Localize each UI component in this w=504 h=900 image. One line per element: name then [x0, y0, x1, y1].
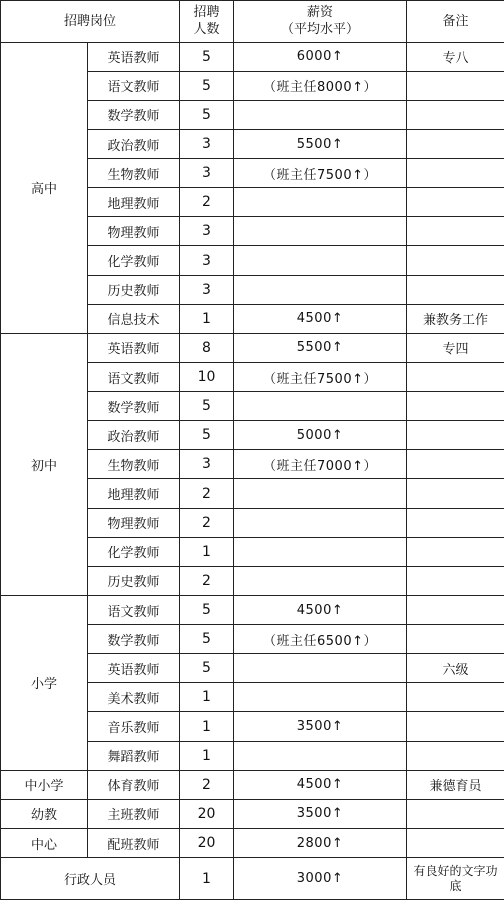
- salary-cell: [234, 217, 407, 246]
- position-cell: 生物教师: [88, 159, 180, 188]
- count-cell: 5: [180, 100, 234, 129]
- salary-cell: 5500↑: [234, 129, 407, 158]
- count-cell: 1: [180, 537, 234, 566]
- remark-cell: [407, 741, 504, 770]
- remark-cell: 专八: [407, 42, 504, 71]
- remark-cell: [407, 362, 504, 391]
- salary-cell: 3500↑: [234, 712, 407, 741]
- salary-cell: [234, 392, 407, 421]
- count-cell: 2: [180, 479, 234, 508]
- table-row: [1, 858, 504, 900]
- count-cell: 20: [180, 828, 234, 857]
- salary-cell: 3500↑: [234, 799, 407, 828]
- salary-cell: 5000↑: [234, 421, 407, 450]
- group-admin: 行政人员: [1, 858, 180, 900]
- remark-cell: [407, 159, 504, 188]
- count-cell: 3: [180, 450, 234, 479]
- position-cell: 舞蹈教师: [88, 741, 180, 770]
- header-salary-line2: （平均水平）: [281, 22, 360, 38]
- remark-cell: 专四: [407, 333, 504, 362]
- table-row: [1, 42, 504, 71]
- count-cell: 20: [180, 799, 234, 828]
- remark-cell: [407, 537, 504, 566]
- group-high-school: 高中: [1, 42, 88, 333]
- position-cell: 物理教师: [88, 217, 180, 246]
- count-cell: 1: [180, 683, 234, 712]
- table-row: [1, 595, 504, 624]
- salary-cell: [234, 683, 407, 712]
- count-cell: 3: [180, 217, 234, 246]
- remark-cell: [407, 129, 504, 158]
- salary-cell: 5500↑: [234, 333, 407, 362]
- remark-cell: [407, 595, 504, 624]
- position-cell: 历史教师: [88, 275, 180, 304]
- position-cell: 数学教师: [88, 625, 180, 654]
- remark-cell: [407, 625, 504, 654]
- table-row: [1, 770, 504, 799]
- position-cell: 数学教师: [88, 392, 180, 421]
- count-cell: 5: [180, 42, 234, 71]
- position-cell: 语文教师: [88, 595, 180, 624]
- group-center: 中心: [1, 828, 88, 857]
- remark-cell: [407, 188, 504, 217]
- remark-cell: [407, 450, 504, 479]
- salary-cell: [234, 100, 407, 129]
- count-cell: 5: [180, 625, 234, 654]
- group-primary-school: 小学: [1, 595, 88, 770]
- salary-cell: 2800↑: [234, 828, 407, 857]
- remark-cell: [407, 275, 504, 304]
- count-cell: 5: [180, 421, 234, 450]
- remark-cell: [407, 71, 504, 100]
- salary-cell: [234, 479, 407, 508]
- count-cell: 3: [180, 275, 234, 304]
- count-cell: 3: [180, 159, 234, 188]
- salary-cell: 4500↑: [234, 770, 407, 799]
- count-cell: 8: [180, 333, 234, 362]
- salary-cell: （班主任7000↑）: [234, 450, 407, 479]
- count-cell: 3: [180, 246, 234, 275]
- table-row: [1, 828, 504, 857]
- count-cell: 5: [180, 71, 234, 100]
- salary-cell: [234, 654, 407, 683]
- header-row: [1, 1, 504, 43]
- count-cell: 2: [180, 508, 234, 537]
- remark-cell: 兼教务工作: [407, 304, 504, 333]
- count-cell: 1: [180, 858, 234, 900]
- remark-cell: [407, 508, 504, 537]
- count-cell: 5: [180, 595, 234, 624]
- group-k12: 中小学: [1, 770, 88, 799]
- position-cell: 政治教师: [88, 129, 180, 158]
- position-cell: 数学教师: [88, 100, 180, 129]
- position-cell: 英语教师: [88, 42, 180, 71]
- count-cell: 1: [180, 712, 234, 741]
- remark-cell: [407, 712, 504, 741]
- salary-cell: [234, 741, 407, 770]
- position-cell: 音乐教师: [88, 712, 180, 741]
- salary-cell: [234, 246, 407, 275]
- count-cell: 5: [180, 392, 234, 421]
- count-cell: 3: [180, 129, 234, 158]
- position-cell: 配班教师: [88, 828, 180, 857]
- remark-cell: [407, 799, 504, 828]
- header-count: [180, 1, 234, 43]
- header-position: 招聘岗位: [1, 1, 180, 43]
- position-cell: 信息技术: [88, 304, 180, 333]
- remark-cell: [407, 392, 504, 421]
- salary-cell: [234, 537, 407, 566]
- salary-cell: 3000↑: [234, 858, 407, 900]
- group-kindergarten: 幼教: [1, 799, 88, 828]
- header-count-line1: 招聘: [193, 5, 220, 21]
- remark-cell: 兼德育员: [407, 770, 504, 799]
- remark-cell: [407, 683, 504, 712]
- position-cell: 语文教师: [88, 71, 180, 100]
- position-cell: 地理教师: [88, 188, 180, 217]
- count-cell: 1: [180, 304, 234, 333]
- position-cell: 化学教师: [88, 246, 180, 275]
- count-cell: 2: [180, 188, 234, 217]
- group-middle-school: 初中: [1, 333, 88, 595]
- position-cell: 政治教师: [88, 421, 180, 450]
- remark-cell: [407, 246, 504, 275]
- header-salary: [234, 1, 407, 43]
- salary-cell: （班主任7500↑）: [234, 159, 407, 188]
- position-cell: 历史教师: [88, 566, 180, 595]
- salary-cell: （班主任6500↑）: [234, 625, 407, 654]
- header-salary-line1: 薪资: [307, 5, 334, 21]
- position-cell: 生物教师: [88, 450, 180, 479]
- table-row: [1, 333, 504, 362]
- salary-cell: 6000↑: [234, 42, 407, 71]
- remark-cell: 有良好的文字功底: [407, 858, 504, 900]
- count-cell: 1: [180, 741, 234, 770]
- position-cell: 体育教师: [88, 770, 180, 799]
- salary-cell: 4500↑: [234, 304, 407, 333]
- position-cell: 物理教师: [88, 508, 180, 537]
- count-cell: 2: [180, 770, 234, 799]
- position-cell: 化学教师: [88, 537, 180, 566]
- header-count-line2: 人数: [193, 22, 220, 38]
- remark-cell: [407, 479, 504, 508]
- count-cell: 10: [180, 362, 234, 391]
- salary-cell: （班主任8000↑）: [234, 71, 407, 100]
- position-cell: 地理教师: [88, 479, 180, 508]
- header-remark: 备注: [407, 1, 504, 43]
- position-cell: 英语教师: [88, 333, 180, 362]
- count-cell: 2: [180, 566, 234, 595]
- position-cell: 语文教师: [88, 362, 180, 391]
- position-cell: 英语教师: [88, 654, 180, 683]
- table-row: [1, 799, 504, 828]
- salary-cell: [234, 188, 407, 217]
- salary-cell: [234, 566, 407, 595]
- remark-cell: [407, 828, 504, 857]
- salary-cell: [234, 275, 407, 304]
- remark-cell: [407, 100, 504, 129]
- salary-cell: （班主任7500↑）: [234, 362, 407, 391]
- salary-cell: 4500↑: [234, 595, 407, 624]
- remark-cell: [407, 566, 504, 595]
- remark-cell: [407, 217, 504, 246]
- salary-cell: [234, 508, 407, 537]
- remark-cell: 六级: [407, 654, 504, 683]
- position-cell: 主班教师: [88, 799, 180, 828]
- count-cell: 5: [180, 654, 234, 683]
- position-cell: 美术教师: [88, 683, 180, 712]
- remark-cell: [407, 421, 504, 450]
